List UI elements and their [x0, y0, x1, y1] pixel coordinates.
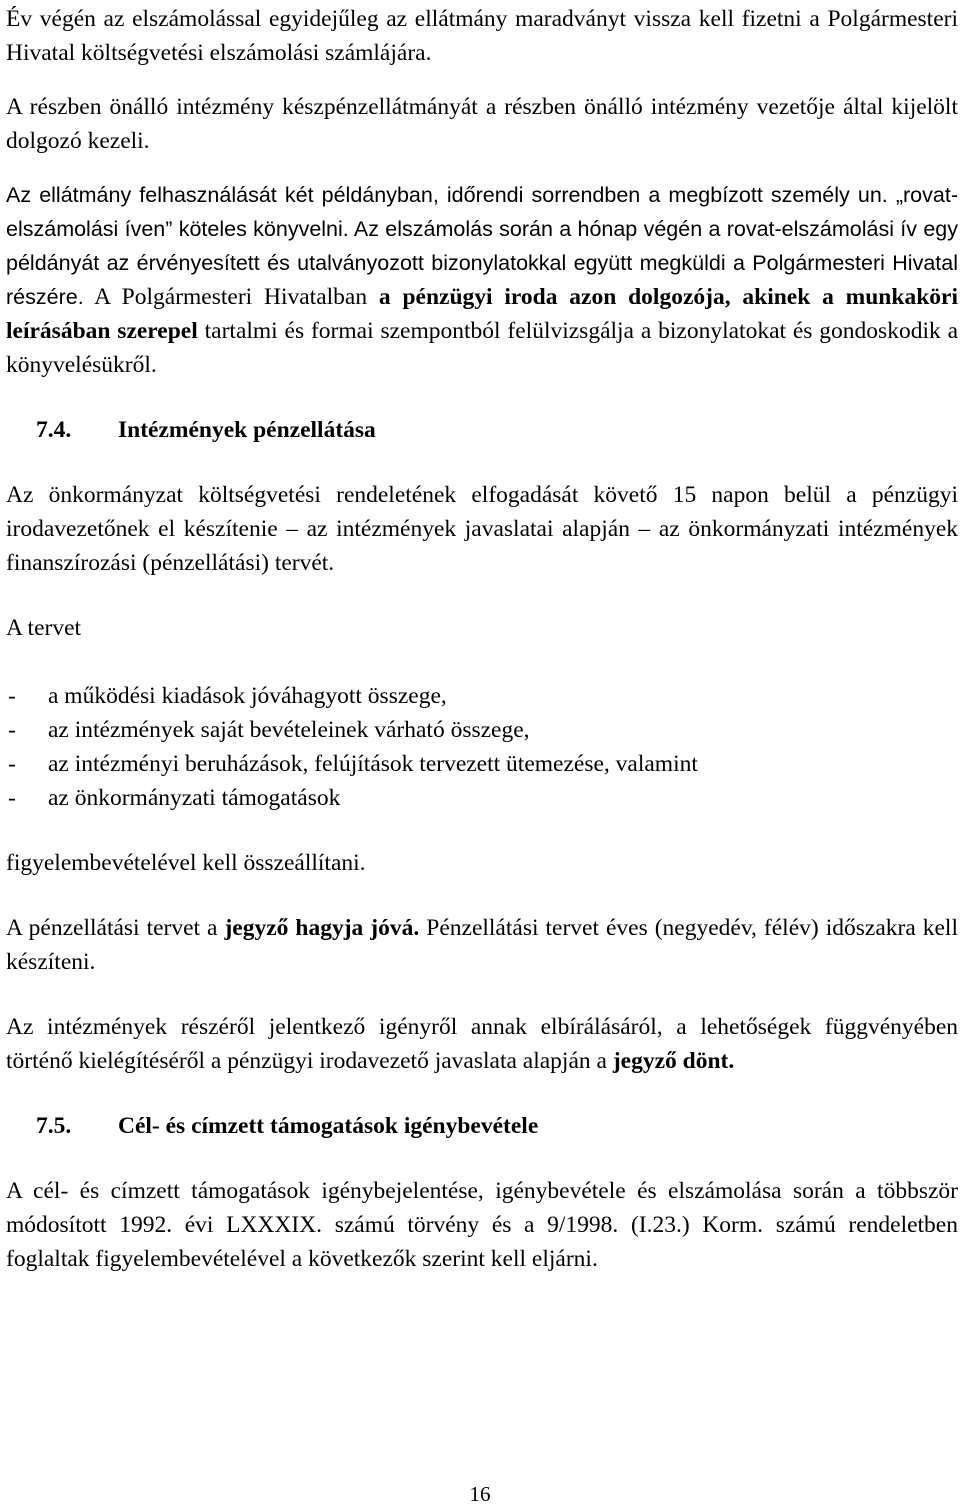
- list-bullet: -: [8, 683, 16, 709]
- list-item-text: az önkormányzati támogatások: [48, 785, 341, 811]
- paragraph-compile: figyelembevételével kell összeállítani.: [6, 850, 366, 876]
- paragraph-requests: [6, 1010, 958, 1078]
- section-number: 7.4.: [36, 417, 72, 443]
- list-item-text: az intézmények saját bevételeinek várható összege,: [48, 717, 530, 743]
- plan-items-list: [6, 679, 958, 815]
- list-bullet: -: [8, 751, 16, 777]
- paragraph-year-end: Év végén az elszámolással egyidejűleg az ellátmány maradványt vissza kell fizetni a Polgármesteri Hivatal költségvetési elszámolási számlájára.: [6, 6, 958, 66]
- paragraph-requests-text-a: Az intézmények részéről jelentkező igényről annak elbírálásáról, a lehetőségek függvényében történő kielégítéséről a pénzügyi irodavezető javaslata alapján a: [6, 1014, 958, 1074]
- paragraph-ledger-text-a: Az ellátmány felhasználását két példányban, időrendi sorrendben a megbízott személy un. „rovat-elszámolási íven” köteles könyvelni.: [6, 183, 958, 241]
- list-item: [6, 747, 958, 781]
- paragraph-ledger-text-c: A Polgármesteri Hivatalban: [83, 284, 379, 310]
- section-number: 7.5.: [36, 1113, 72, 1139]
- paragraph-grants: A cél- és címzett támogatások igénybejelentése, igénybevétele és elszámolása során a többször módosított 1992. évi LXXXIX. számú törvény és a 9/1998. (I.23.) Korm. számú rendeletben foglaltak figyelembevételével a következők szerint kell eljárni.: [6, 1178, 958, 1272]
- paragraph-approval: [6, 911, 958, 979]
- list-bullet: -: [8, 785, 16, 811]
- list-item: [6, 781, 958, 815]
- section-title: Intézmények pénzellátása: [118, 417, 376, 443]
- paragraph-ledger: [6, 178, 958, 382]
- paragraph-requests-bold-b: jegyző dönt.: [612, 1048, 735, 1074]
- page-number: 16: [469, 1482, 491, 1506]
- document-page: [6, 2, 958, 1276]
- paragraph-cash-management: A részben önálló intézmény készpénzellátmányát a részben önálló intézmény vezetője által kijelölt dolgozó kezeli.: [6, 94, 958, 154]
- paragraph-approval-text-c: Pénzellátási tervet éves (negyedév, félév) időszakra kell készíteni.: [6, 915, 958, 975]
- section-title: Cél- és címzett támogatások igénybevétele: [118, 1113, 539, 1139]
- list-item-text: a működési kiadások jóváhagyott összege,: [48, 683, 447, 709]
- paragraph-financing-plan: Az önkormányzat költségvetési rendeletének elfogadását követő 15 napon belül a pénzügyi irodavezetőnek el készítenie – az intézmények javaslatai alapján – az önkormányzati intézmények finanszírozási (pénzellátási) tervét.: [6, 482, 958, 576]
- paragraph-approval-text-a: A pénzellátási tervet a: [6, 915, 225, 941]
- paragraph-ledger-text-e: tartalmi és formai szempontból felülvizsgálja a bizonylatokat és gondoskodik a könyvelésükről.: [6, 318, 958, 378]
- list-item: [6, 679, 958, 713]
- paragraph-approval-bold-b: jegyző hagyja jóvá.: [224, 915, 420, 941]
- list-bullet: -: [8, 717, 16, 743]
- section-heading-7-4: [6, 413, 958, 447]
- paragraph-plan-intro: A tervet: [6, 615, 82, 641]
- paragraph-ledger-text-b: Az elszámolás során a hónap végén a rovat-elszámolási ív egy példányát az érvényesített és utalványozott bizonylatokkal együtt megküldi a Polgármesteri Hivatal részére.: [6, 217, 959, 309]
- paragraph-ledger-bold-d: a pénzügyi iroda azon dolgozója, akinek a munkaköri leírásában szerepel: [6, 284, 958, 344]
- list-item: [6, 713, 958, 747]
- section-heading-7-5: [6, 1109, 958, 1143]
- list-item-text: az intézményi beruházások, felújítások tervezett ütemezése, valamint: [48, 751, 698, 777]
